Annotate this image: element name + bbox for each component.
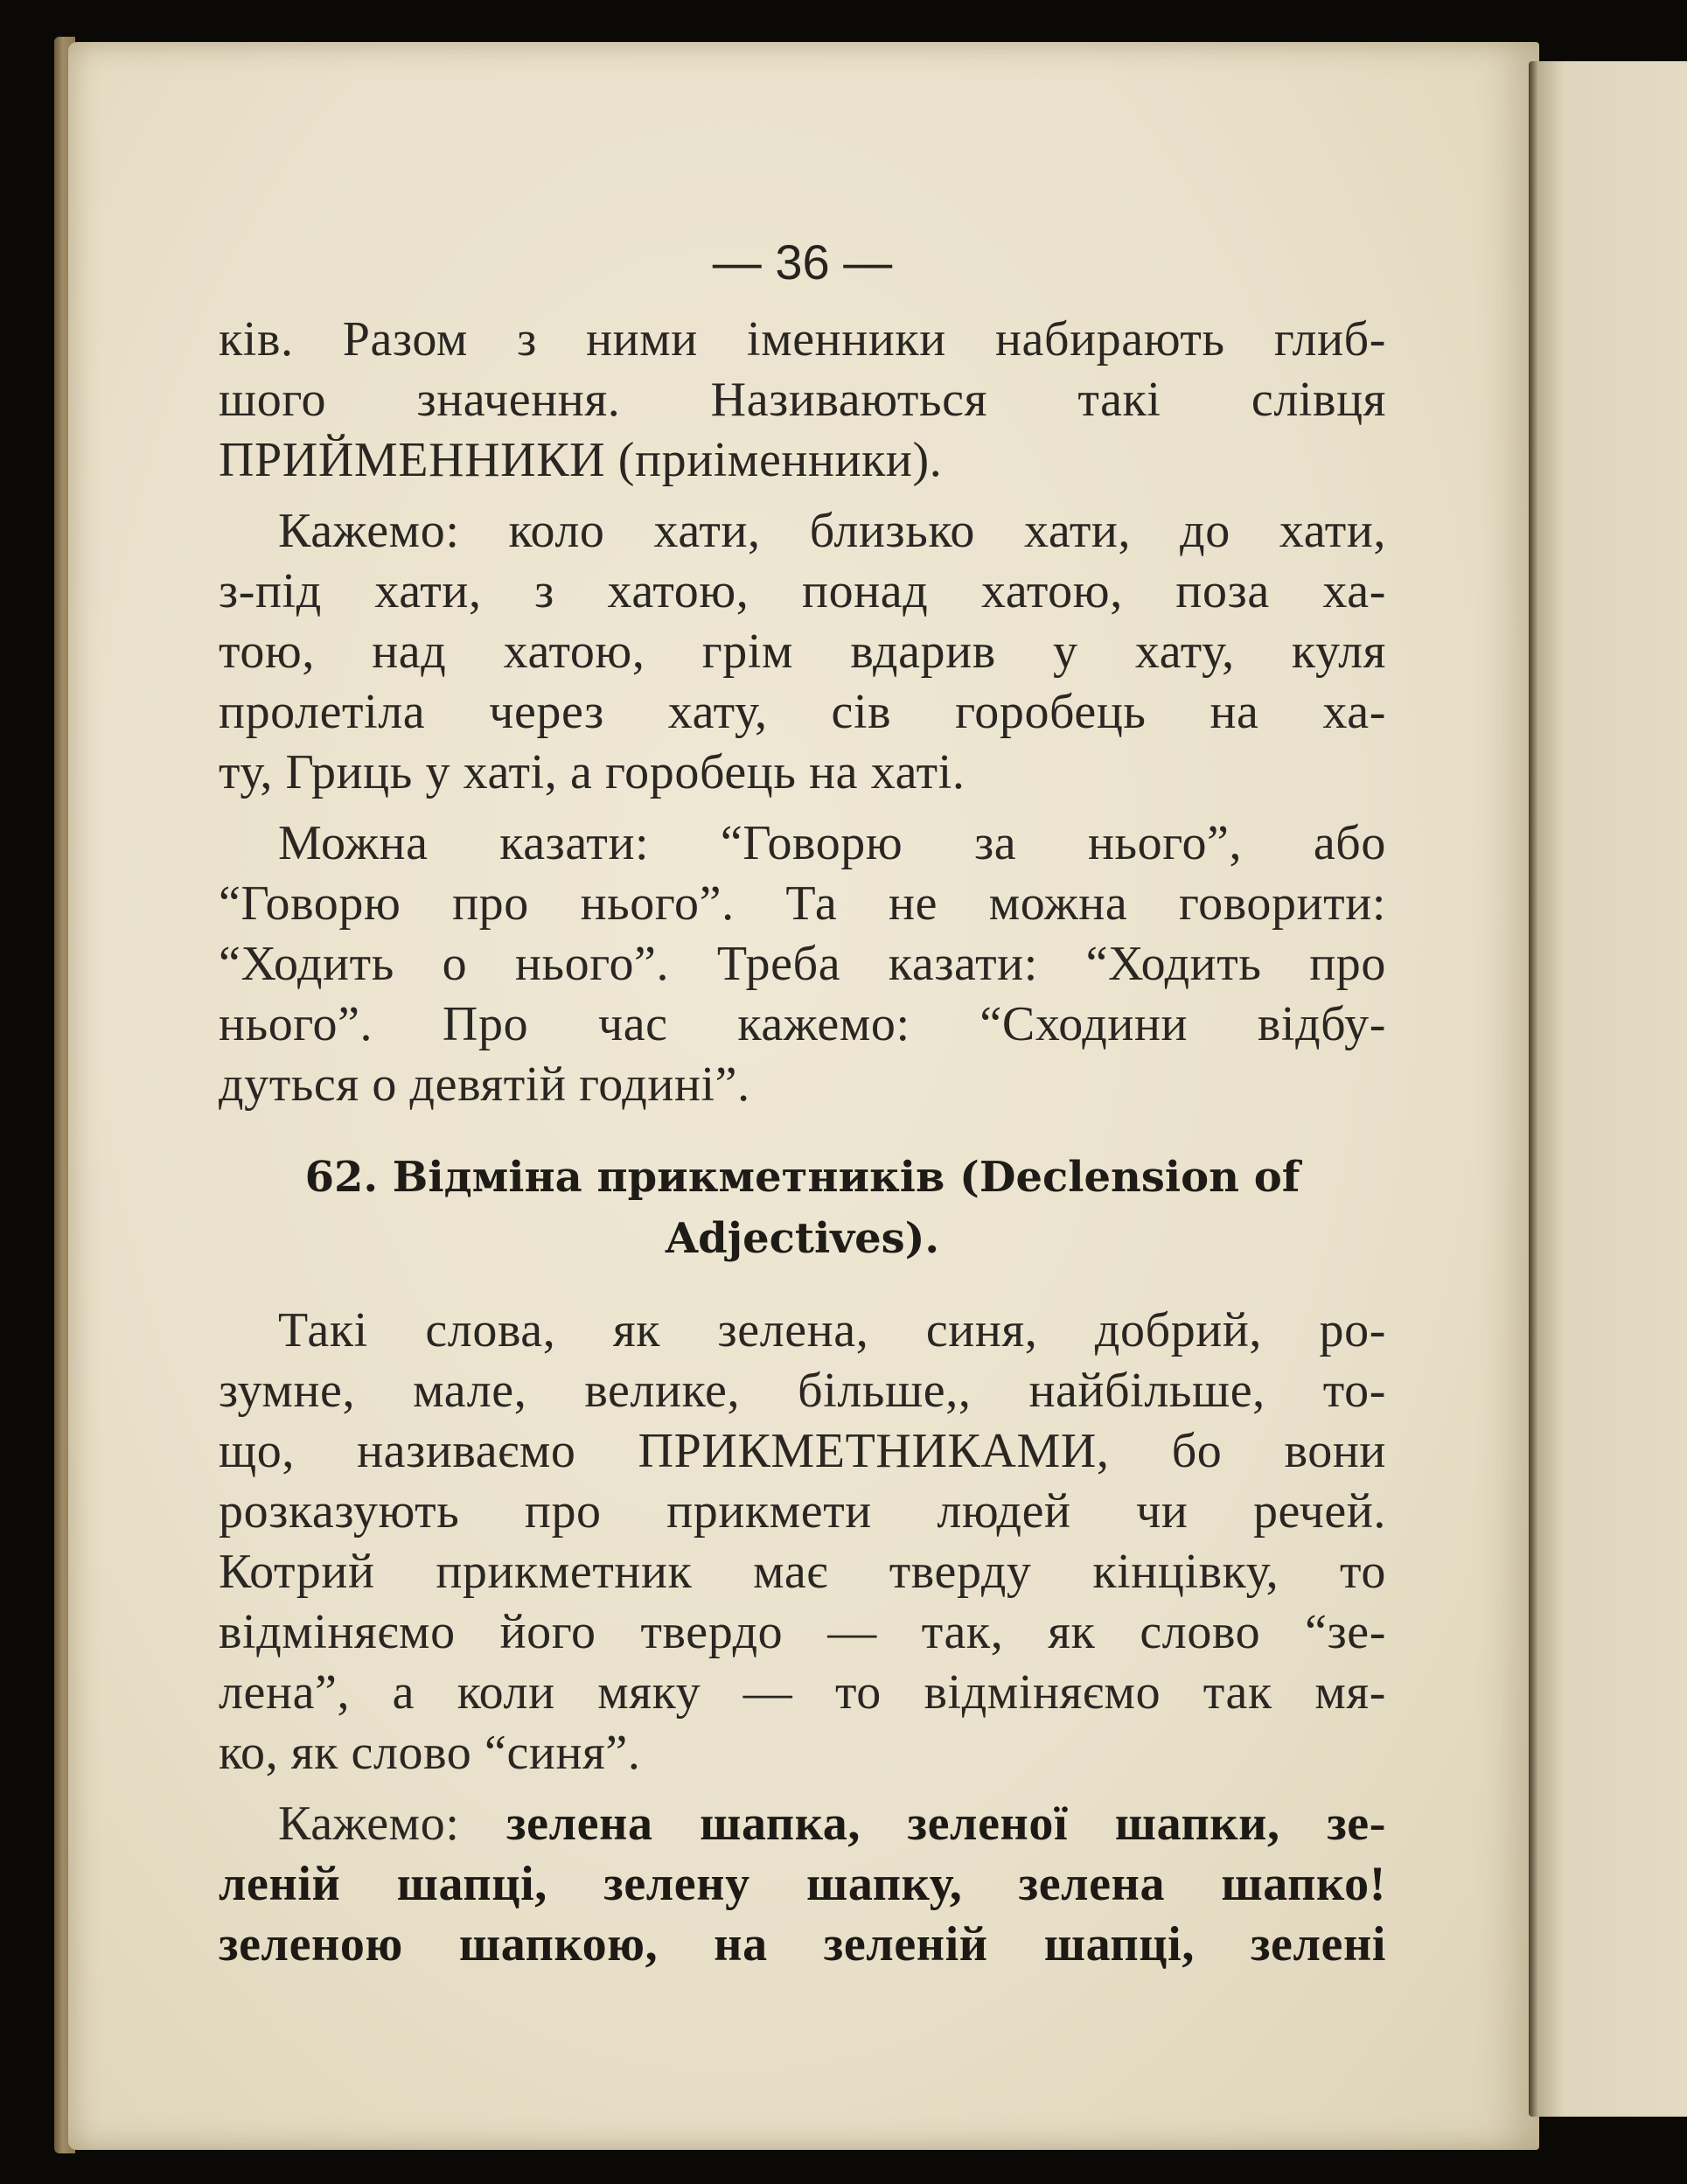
text-line: ПРИЙМЕННИКИ (приіменники). bbox=[219, 433, 943, 487]
page-number: — 36 — bbox=[712, 234, 893, 290]
text-line: шого значення. Називаються такі слівця bbox=[219, 373, 1386, 427]
text-line: Котрий прикметник має тверду кінцівку, то bbox=[219, 1545, 1386, 1599]
paragraph-5 bbox=[219, 1794, 1386, 1975]
bold-text: зелена шапка, зеленої шапки, зе- bbox=[506, 1797, 1387, 1851]
bold-text-line: зеленою шапкою, на зеленій шапці, зелені bbox=[219, 1917, 1386, 1971]
text-line: лена”, а коли мяку — то відміняємо так мя- bbox=[219, 1665, 1386, 1720]
text-line: “Ходить о нього”. Треба казати: “Ходить про bbox=[219, 937, 1386, 991]
text-line: ків. Разом з ними іменники набирають глиб- bbox=[219, 312, 1386, 366]
heading-line: Adjectives). bbox=[665, 1214, 940, 1263]
page-text-block bbox=[219, 227, 1386, 1985]
text-line: ту, Гриць у хаті, а горобець на хаті. bbox=[219, 745, 965, 799]
text-line: Можна казати: “Говорю за нього”, або bbox=[278, 816, 1386, 870]
text-line: що, називаємо ПРИКМЕТНИКАМИ, бо вони bbox=[219, 1424, 1386, 1478]
paragraph-2 bbox=[219, 501, 1386, 803]
text-line: ко, як слово “синя”. bbox=[219, 1726, 641, 1780]
text-line: відміняємо його твердо — так, як слово “зе- bbox=[219, 1605, 1386, 1659]
paragraph-4 bbox=[219, 1301, 1386, 1783]
text-line: “Говорю про нього”. Та не можна говорити: bbox=[219, 876, 1386, 931]
text-lead: Кажемо: bbox=[278, 1797, 507, 1851]
heading-line: 62. Відміна прикметників (Declension of bbox=[304, 1153, 1300, 1202]
text-line: зумне, мале, велике, більше,, найбільше, то- bbox=[219, 1364, 1386, 1418]
paragraph-3 bbox=[219, 813, 1386, 1115]
text-line: розказують про прикмети людей чи речей. bbox=[219, 1484, 1386, 1539]
text-line: дуться о девятій годині”. bbox=[219, 1057, 750, 1112]
text-line: нього”. Про час кажемо: “Сходини відбу- bbox=[219, 997, 1386, 1051]
facing-page-edge bbox=[1529, 61, 1687, 2117]
text-line: Такі слова, як зелена, синя, добрий, ро- bbox=[278, 1303, 1386, 1357]
text-line: пролетіла через хату, сів горобець на ха- bbox=[219, 685, 1386, 739]
text-line bbox=[219, 1794, 1386, 1854]
paragraph-1 bbox=[219, 310, 1386, 491]
text-line: тою, над хатою, грім вдарив у хату, куля bbox=[219, 624, 1386, 679]
text-line: з-під хати, з хатою, понад хатою, поза ха- bbox=[219, 564, 1386, 618]
section-heading bbox=[219, 1147, 1386, 1269]
text-line: Кажемо: коло хати, близько хати, до хати, bbox=[278, 504, 1386, 558]
bold-text-line: леній шапці, зелену шапку, зелена шапко! bbox=[219, 1857, 1386, 1911]
